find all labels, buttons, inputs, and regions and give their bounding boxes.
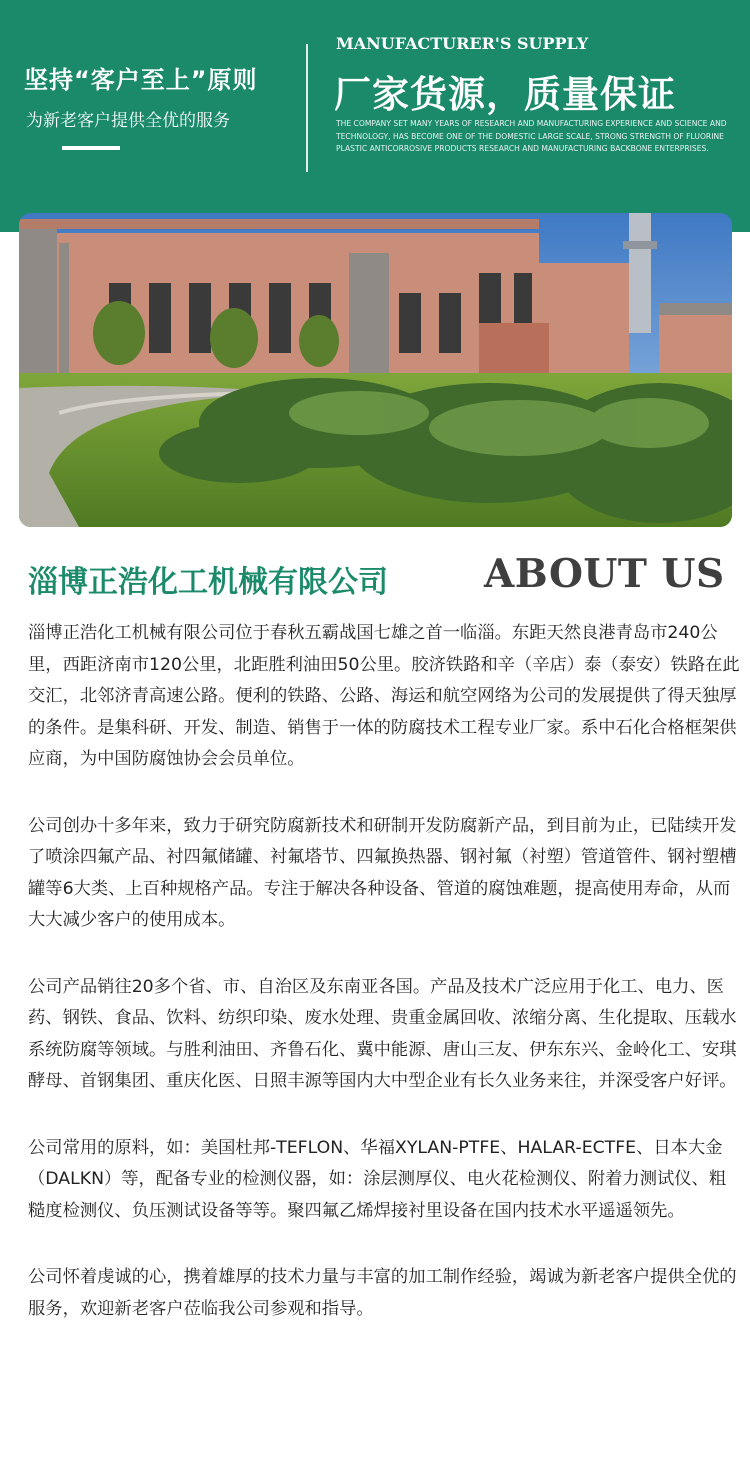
english-title: MANUFACTURER'S SUPPLY (336, 34, 589, 53)
paragraph-markets: 公司产品销往20多个省、市、自治区及东南亚各国。产品及技术广泛应用于化工、电力、医药、钢铁、食品、饮料、纺织印染、废水处理、贵重金属回收、浓缩分离、生化提取、压载水系统防腐等领域。与胜利油田、齐鲁石化、冀中能源、唐山三友、伊东东兴、金岭化工、安琪酵母、首钢集团、重庆化医、日照丰源等国内大中型企业有长久业务来往，并深受客户好评。 (28, 976, 737, 1091)
factory-photo (19, 213, 732, 527)
chinese-title: 厂家货源，质量保证 (334, 73, 676, 116)
company-name: 淄博正浩化工机械有限公司 (28, 565, 388, 600)
about-us-heading: ABOUT US (484, 551, 725, 597)
vertical-divider (306, 44, 308, 172)
paragraph-location: 淄博正浩化工机械有限公司位于春秋五霸战国七雄之首一临淄。东距天然良港青岛市240公里，西距济南市120公里，北距胜利油田50公里。胶济铁路和辛（辛店）泰（泰安）铁路在此交汇，北邻济青高速公路。便利的铁路、公路、海运和航空网络为公司的发展提供了得天独厚的条件。是集科研、开发、制造、销售于一体的防腐技术工程专业厂家。系中石化合格框架供应商，为中国防腐蚀协会会员单位。 (28, 623, 740, 769)
slogan-title: 坚持“客户至上”原则 (24, 66, 258, 94)
paragraph-materials: 公司常用的原料，如：美国杜邦-TEFLON、华福XYLAN-PTFE、HALAR-ECTFE、日本大金（DALKN）等，配备专业的检测仪器，如：涂层测厚仪、电火花检测仪、附着力测试仪、粗糙度检测仪、负压测试设备等等。聚四氟乙烯焊接衬里设备在国内技术水平遥遥领先。 (28, 1137, 727, 1221)
english-description: THE COMPANY SET MANY YEARS OF RESEARCH AND MANUFACTURING EXPERIENCE AND SCIENCE AND TECHNOLOGY, HAS BECOME ONE OF THE DOMESTIC LARGE SCALE, STRONG STRENGTH OF FLUORINE PLASTIC ANTICORROSIVE PRODUCTS RESEARCH AND MANUFACTURING BACKBONE ENTERPRISES. (336, 119, 727, 153)
about-text (28, 618, 740, 1360)
slogan-subtitle: 为新老客户提供全优的服务 (26, 111, 230, 131)
paragraph-closing: 公司怀着虔诚的心，携着雄厚的技术力量与丰富的加工制作经验，竭诚为新老客户提供全优的服务，欢迎新老客户莅临我公司参观和指导。 (28, 1267, 737, 1319)
top-banner (0, 0, 750, 232)
slogan-underline (62, 146, 120, 150)
paragraph-products: 公司创办十多年来，致力于研究防腐新技术和研制开发防腐新产品，到目前为止，已陆续开发了喷涂四氟产品、衬四氟储罐、衬氟塔节、四氟换热器、钢衬氟（衬塑）管道管件、钢衬塑槽罐等6大类、上百种规格产品。专注于解决各种设备、管道的腐蚀难题，提高使用寿命，从而大大减少客户的使用成本。 (28, 815, 737, 930)
